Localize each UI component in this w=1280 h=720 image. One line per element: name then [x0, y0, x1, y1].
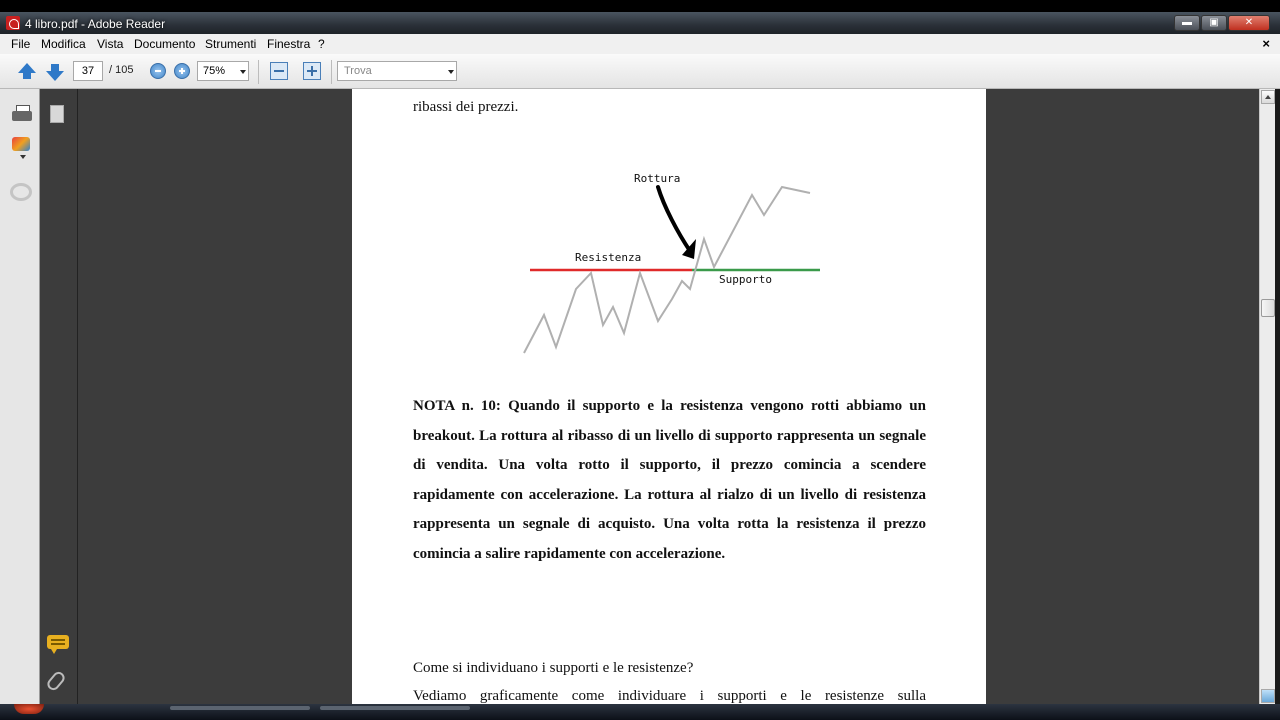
window-title: 4 libro.pdf - Adobe Reader	[25, 17, 166, 31]
menu-strumenti[interactable]: Strumenti	[205, 37, 257, 51]
vertical-scrollbar[interactable]	[1259, 89, 1275, 704]
print-icon[interactable]	[12, 105, 32, 123]
menu-finestra[interactable]: Finestra	[267, 37, 311, 51]
maximize-button[interactable]: ▣	[1201, 15, 1227, 31]
close-window-button[interactable]: ✕	[1228, 15, 1270, 31]
attachment-icon[interactable]	[45, 669, 67, 692]
fit-width-icon[interactable]	[270, 62, 288, 80]
label-supporto: Supporto	[719, 273, 772, 286]
chevron-down-icon[interactable]	[448, 70, 454, 74]
chevron-down-icon	[240, 70, 246, 74]
title-bar	[0, 12, 1280, 34]
page-total: / 105	[109, 64, 134, 76]
toolbar	[0, 54, 1280, 89]
next-page-icon[interactable]	[45, 63, 65, 81]
taskbar-item[interactable]	[170, 706, 310, 710]
page-number-input[interactable]: 37	[73, 61, 103, 81]
zoom-in-icon[interactable]	[174, 63, 190, 79]
minimize-button[interactable]: ▬	[1174, 15, 1200, 31]
close-document-button[interactable]: ×	[1262, 36, 1270, 51]
scroll-thumb[interactable]	[1261, 299, 1275, 317]
document-view[interactable]	[78, 89, 1259, 704]
note-paragraph: NOTA n. 10: Quando il supporto e la resistenza vengono rotti abbiamo un breakout. La rottura al ribasso di un livello di supporto rappresenta un segnale di vendita. Una volta rotto il supporto, il prezzo comincia a scendere rapidamente con accelerazione. La rottura al rialzo di un livello di resistenza rappresenta un segnale di acquisto. Una volta rotta la resistenza il prezzo comincia a salire rapidamente con accelerazione.	[413, 398, 926, 562]
scroll-up-button[interactable]	[1261, 90, 1275, 104]
zoom-select[interactable]	[197, 61, 249, 81]
section-heading: Come si individuano i supporti e le resistenze?	[413, 660, 694, 676]
menu-documento[interactable]: Documento	[134, 37, 196, 51]
window-controls	[1173, 15, 1270, 31]
tools-sidebar	[0, 89, 40, 704]
search-input[interactable]	[337, 61, 457, 81]
break-arrow-shaft	[658, 187, 690, 251]
adobe-reader-icon	[6, 16, 20, 30]
label-rottura: Rottura	[634, 172, 681, 185]
toolbar-divider	[331, 60, 332, 84]
toolbar-divider	[258, 60, 259, 84]
taskbar	[0, 704, 1280, 720]
menu-file[interactable]: File	[11, 37, 31, 51]
zoom-value: 75%	[203, 65, 226, 77]
collaborate-icon[interactable]	[12, 137, 32, 155]
comments-icon[interactable]	[47, 635, 69, 649]
pdf-page	[352, 89, 986, 704]
start-orb-icon[interactable]	[14, 704, 44, 714]
menu-modifica[interactable]: Modifica	[41, 37, 86, 51]
label-resistenza: Resistenza	[575, 251, 642, 264]
taskbar-item[interactable]	[320, 706, 470, 710]
paragraph-line: Vediamo graficamente come individuare i supporti e le resistenze sulla	[413, 688, 926, 704]
support-resistance-figure	[512, 167, 832, 367]
zoom-out-icon[interactable]	[150, 63, 166, 79]
menu-vista[interactable]: Vista	[97, 37, 124, 51]
menu-help[interactable]: ?	[318, 37, 325, 51]
pages-icon[interactable]	[50, 105, 64, 123]
menu-bar	[0, 34, 1280, 54]
scroll-down-button[interactable]	[1261, 689, 1275, 703]
search-placeholder: Trova	[344, 65, 372, 77]
fit-page-icon[interactable]	[303, 62, 321, 80]
paragraph-line: ribassi dei prezzi.	[413, 99, 519, 115]
previous-page-icon[interactable]	[17, 63, 37, 81]
navigation-panel	[40, 89, 78, 704]
link-icon[interactable]	[10, 183, 32, 201]
window-border	[1275, 89, 1280, 704]
